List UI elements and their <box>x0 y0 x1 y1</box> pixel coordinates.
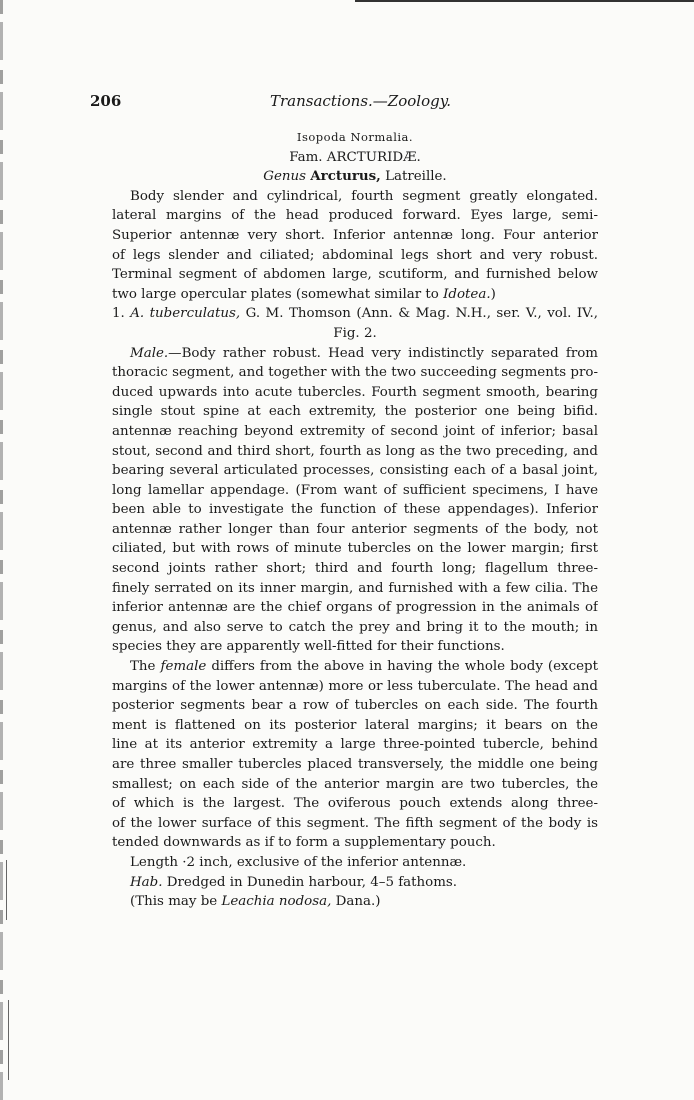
male-description-line: antennæ reaching beyond extremity of second joint of inferior; basal <box>112 423 598 439</box>
male-description-line: single stout spine at each extremity, the posterior one being bifid. <box>112 404 598 420</box>
habitat-line: Hab. Dredged in Dunedin harbour, 4–5 fathoms. <box>130 874 458 890</box>
male-description-line: second joints rather short; third and fourth long; flagellum three- <box>112 561 598 577</box>
male-description-line: antennæ rather longer than four anterior segments of the body, not <box>112 521 598 537</box>
genus-description-line: lateral margins of the head produced forward. Eyes large, semi- <box>112 208 598 224</box>
species-line <box>112 304 598 324</box>
male-description-line: stout, second and third short, fourth as long as the two preceding, and <box>112 443 598 459</box>
synonym-note: (This may be Leachia nodosa, Dana.) <box>130 894 381 910</box>
journal-title: Transactions.—Zoology. <box>270 92 451 110</box>
genus-description-line: Body slender and cylindrical, fourth segment greatly elongated. <box>130 188 598 204</box>
male-description-last-line: species they are apparently well-fitted for their functions. <box>112 639 505 655</box>
female-description-line: of the lower surface of this segment. The fifth segment of the body is <box>112 815 598 831</box>
male-description-line: finely serrated on its inner margin, and furnished with a few cilia. The <box>112 580 598 596</box>
scan-border-top <box>355 0 694 2</box>
synonym-name: Leachia nodosa, <box>221 894 332 910</box>
habitat-label: Hab. <box>130 874 163 890</box>
female-description-line: posterior segments bear a row of tubercles on each side. The fourth <box>112 698 598 714</box>
figure-reference: Fig. 2. <box>333 325 377 341</box>
male-label: Male. <box>130 345 169 361</box>
genus-description-line: of legs slender and ciliated; abdominal legs short and very robust. <box>112 247 598 263</box>
scan-mark <box>8 1000 9 1080</box>
male-description-line: bearing several articulated processes, consisting each of a basal joint, <box>112 463 598 479</box>
male-description-line: genus, and also serve to catch the prey and bring it to the mouth; in <box>112 619 598 635</box>
genus-description-line: Superior antennæ very short. Inferior antennæ long. Four anterior <box>112 227 598 243</box>
female-description-line: smallest; on each side of the anterior margin are two tubercles, the <box>112 776 598 792</box>
male-description-line: long lamellar appendage. (From want of sufficient specimens, I have <box>112 482 598 498</box>
genus-comparison: Idotea. <box>443 286 491 302</box>
genus-heading <box>112 167 598 187</box>
female-description-line: The female differs from the above in having the whole body (except <box>130 659 598 675</box>
male-description-line: Male.—Body rather robust. Head very indistinctly separated from <box>130 345 598 361</box>
species-number: 1. <box>112 306 125 322</box>
female-description-line: are three smaller tubercles placed transversely, the middle one being <box>112 757 598 772</box>
female-label: female <box>160 659 207 675</box>
page-body <box>112 128 598 912</box>
female-description-line: of which is the largest. The oviferous pouch extends along three- <box>112 796 598 812</box>
family-heading: Fam. ARCTURIDÆ. <box>289 149 421 165</box>
running-head <box>0 92 694 118</box>
male-description-line: thoracic segment, and together with the two succeeding segments pro- <box>112 365 598 381</box>
species-name: A. tuberculatus, <box>130 306 241 322</box>
genus-description-line: Terminal segment of abdomen large, scutiform, and furnished below <box>112 267 598 283</box>
male-description-line: ciliated, but with rows of minute tubercles on the lower margin; first <box>112 541 598 557</box>
order-heading: Isopoda Normalia. <box>296 130 414 144</box>
length-line: Length ·2 inch, exclusive of the inferior antennæ. <box>130 854 467 870</box>
female-description-last-line: tended downwards as if to form a supplementary pouch. <box>112 835 496 851</box>
genus-description-last-line: two large opercular plates (somewhat similar to Idotea.) <box>112 286 496 302</box>
genus-author: Latreille. <box>385 169 447 185</box>
female-description-line: ment is flattened on its posterior lateral margins; it bears on the <box>112 717 598 733</box>
genus-label: Genus <box>263 169 307 185</box>
male-description-line: duced upwards into acute tubercles. Fourth segment smooth, bearing <box>112 384 598 400</box>
species-citation: G. M. Thomson (Ann. & Mag. N.H., ser. V., vol. IV., <box>245 306 598 322</box>
male-description-line: inferior antennæ are the chief organs of progression in the animals of <box>112 600 598 616</box>
female-description-line: line at its anterior extremity a large three-pointed tubercle, behind <box>112 737 598 753</box>
genus-name: Arcturus, <box>310 168 381 185</box>
scan-border-left <box>0 0 3 1100</box>
page-number: 206 <box>90 92 122 110</box>
scan-mark <box>6 860 7 920</box>
male-description-line: been able to investigate the function of these appendages). Inferior <box>112 502 598 518</box>
female-description-line: margins of the lower antennæ) more or less tuberculate. The head and <box>112 678 598 694</box>
